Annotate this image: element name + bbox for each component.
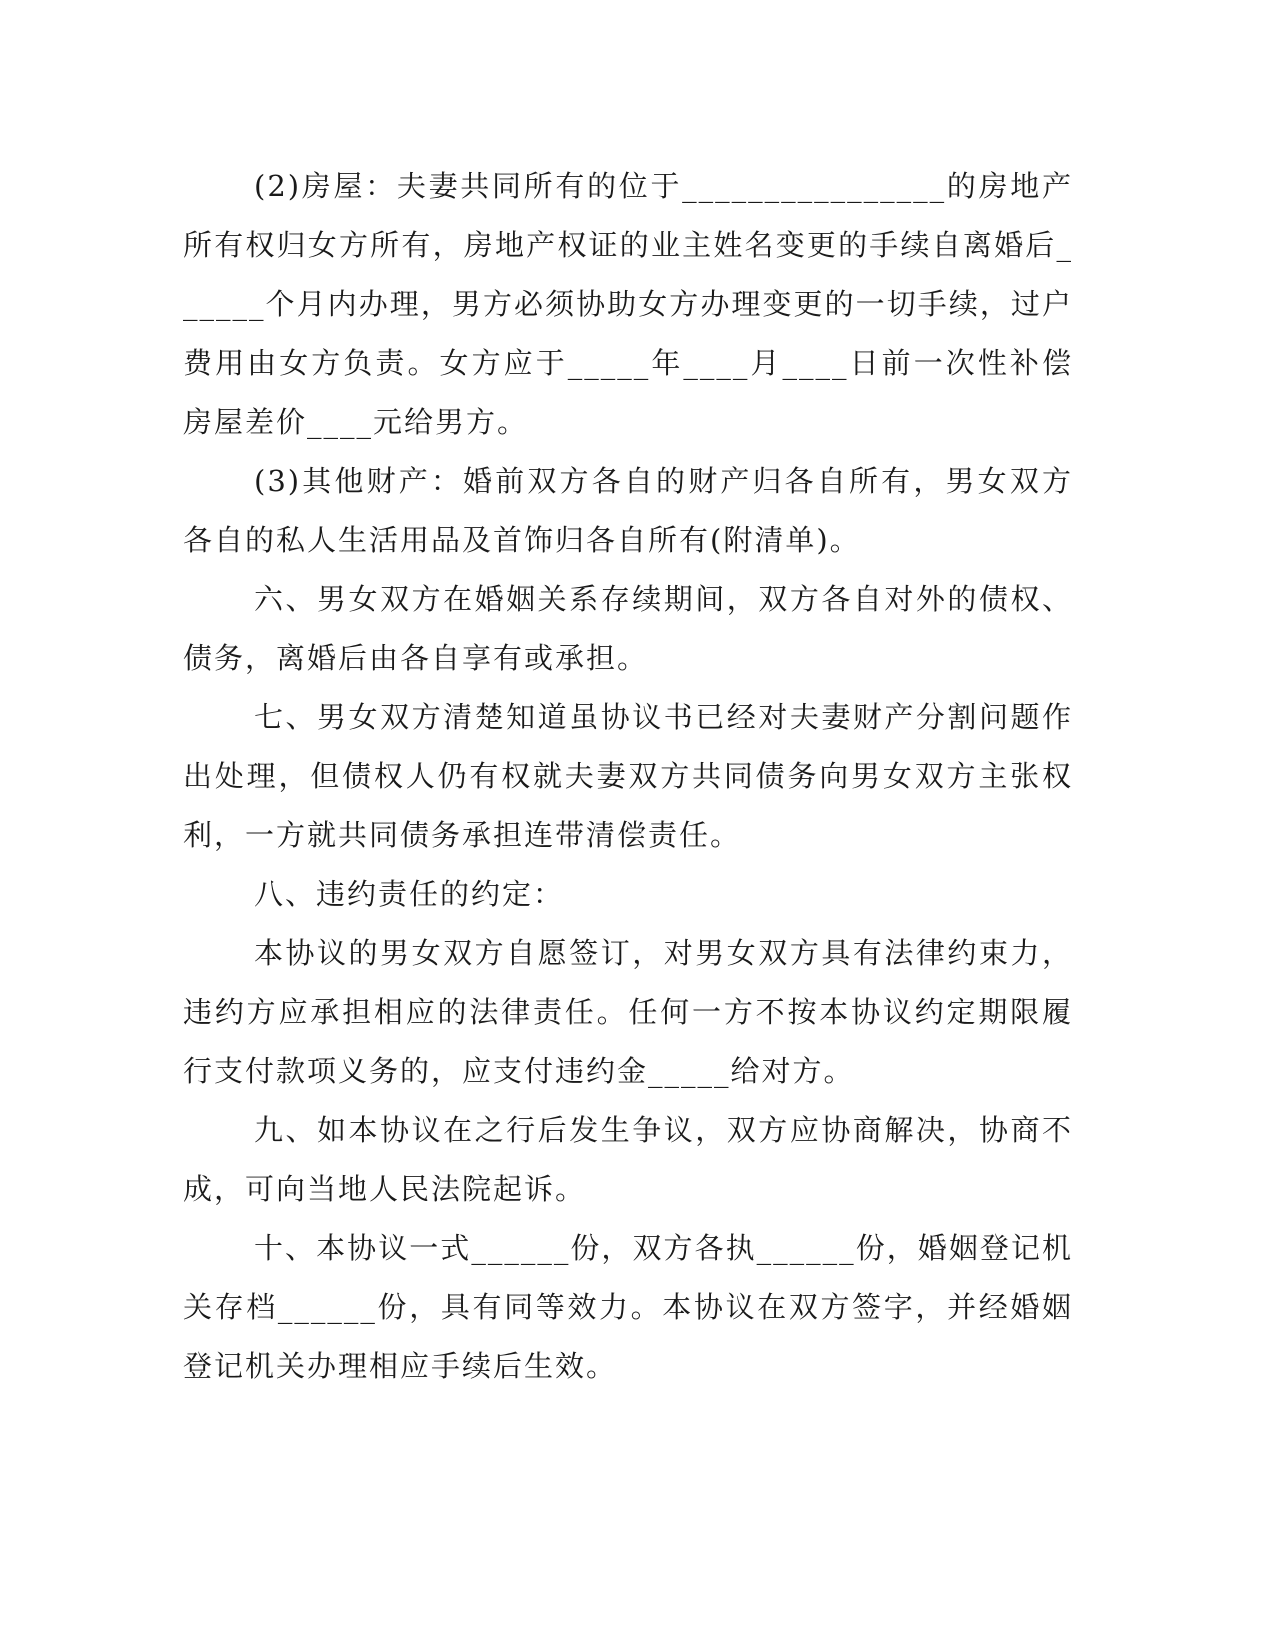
- paragraph-clause-6: 六、男女双方在婚姻关系存续期间，双方各自对外的债权、债务，离婚后由各自享有或承担。: [183, 582, 1073, 675]
- paragraph-clause-8-heading: 八、违约责任的约定：: [254, 877, 565, 911]
- paragraph-house: (2)房屋：夫妻共同所有的位于________________的房地产所有权归女方所有，房地产权证的业主姓名变更的手续自离婚后______个月内办理，男方必须协助女方办理变更的一切手续，过户费用由女方负责。女方应于_____年____月____日前一次性补偿房屋差价____元给男方。: [183, 169, 1073, 439]
- paragraph-clause-7: 七、男女双方清楚知道虽协议书已经对夫妻财产分割问题作出处理，但债权人仍有权就夫妻双方共同债务向男女双方主张权利，一方就共同债务承担连带清偿责任。: [183, 700, 1073, 852]
- paragraph-clause-10: 十、本协议一式______份，双方各执______份，婚姻登记机关存档______份，具有同等效力。本协议在双方签字，并经婚姻登记机关办理相应手续后生效。: [183, 1231, 1073, 1383]
- paragraph-clause-8-body: 本协议的男女双方自愿签订，对男女双方具有法律约束力，违约方应承担相应的法律责任。任何一方不按本协议约定期限履行支付款项义务的，应支付违约金_____给对方。: [183, 936, 1073, 1088]
- paragraph-other-property: (3)其他财产：婚前双方各自的财产归各自所有，男女双方各自的私人生活用品及首饰归各自所有(附清单)。: [183, 464, 1073, 557]
- paragraph-clause-9: 九、如本协议在之行后发生争议，双方应协商解决，协商不成，可向当地人民法院起诉。: [183, 1113, 1073, 1206]
- document-body: [183, 157, 1073, 1396]
